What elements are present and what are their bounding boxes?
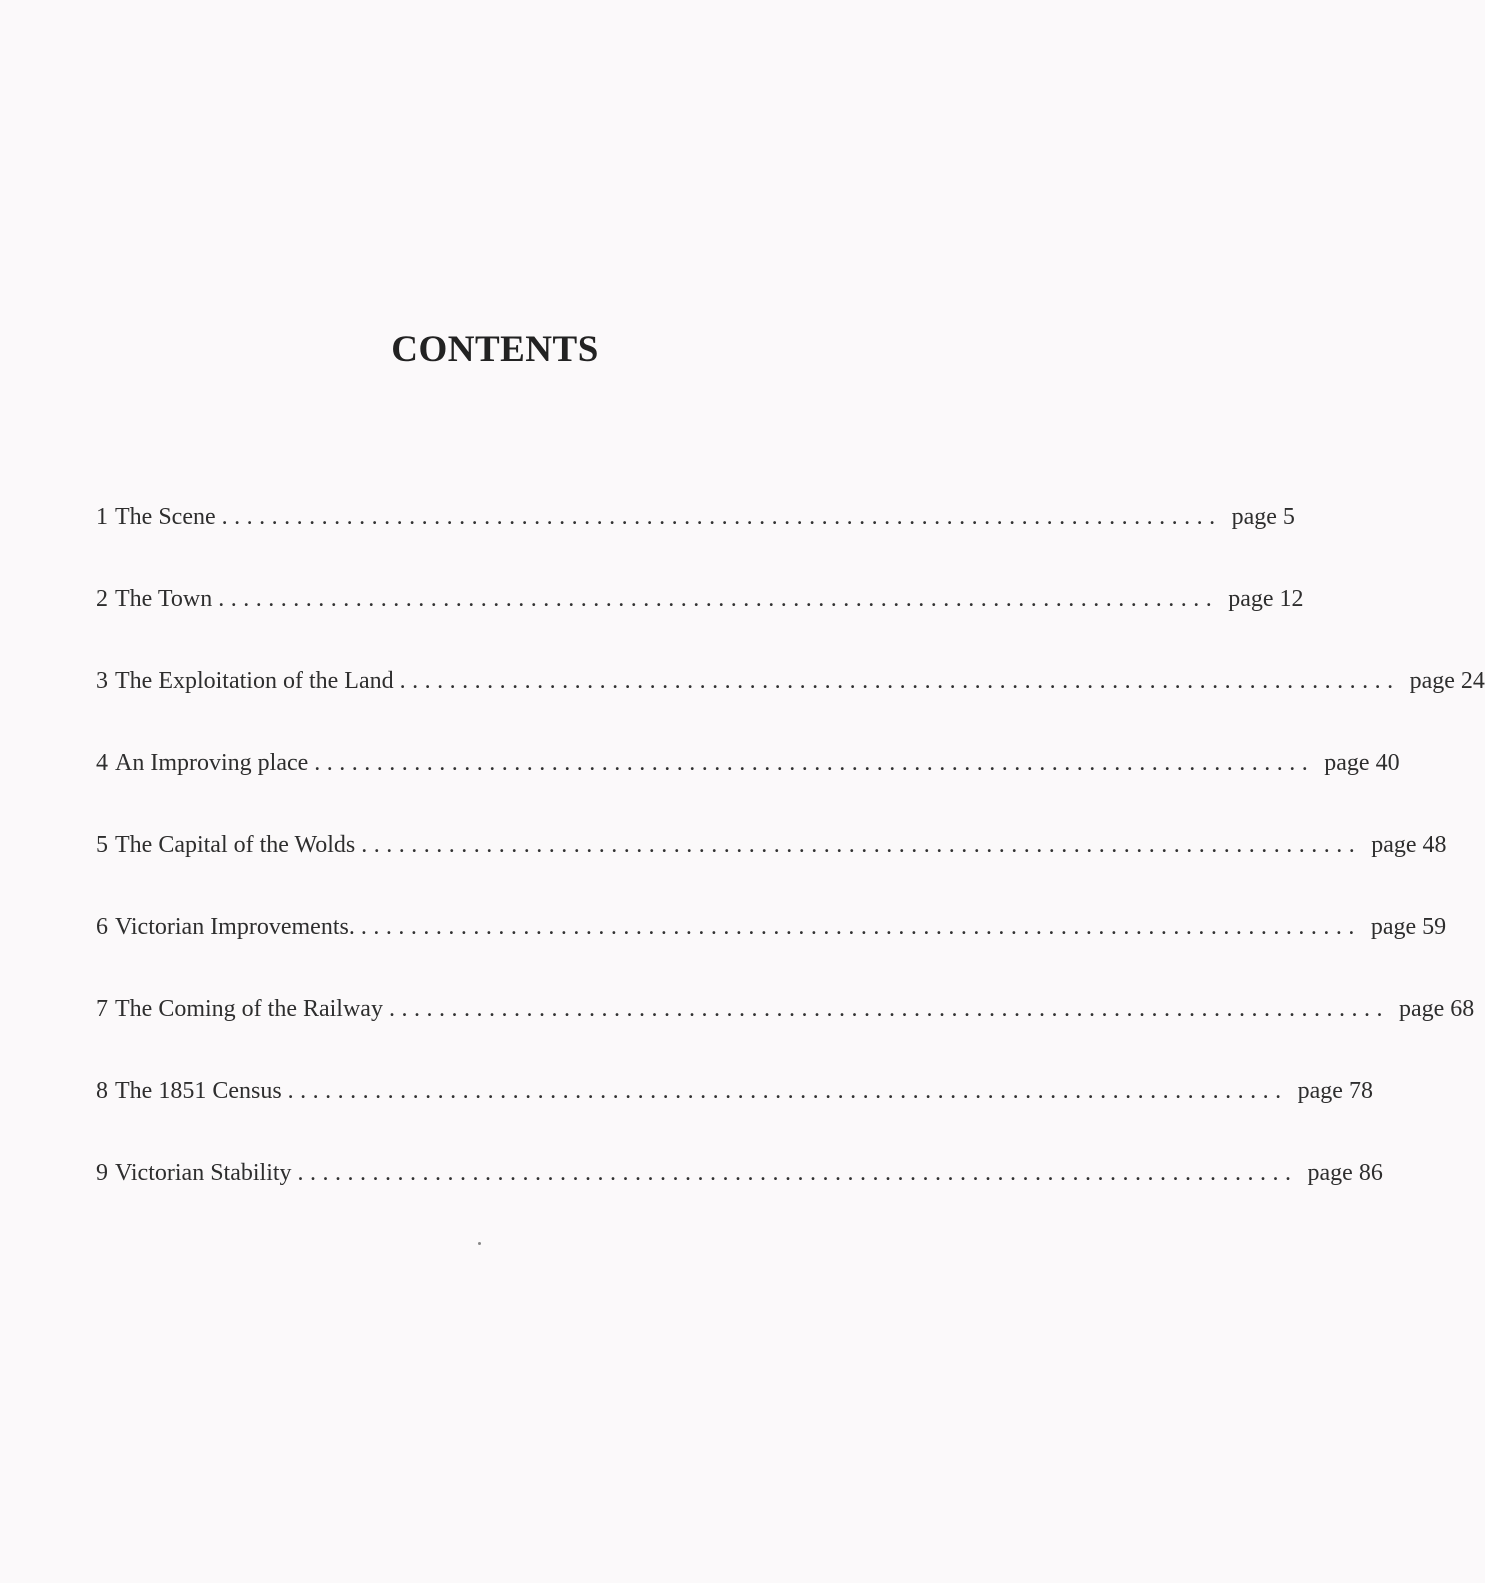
toc-entry [96, 989, 1475, 1071]
page-reference: page 68 [1398, 996, 1475, 1022]
chapter-number: 2 [96, 586, 108, 612]
dot-leader: ................................................................................ [287, 1078, 1288, 1104]
toc-entry [96, 579, 1304, 661]
chapter-title: Victorian Stability [115, 1160, 292, 1186]
page-reference: page 59 [1370, 914, 1447, 940]
toc-entry-title [96, 497, 222, 537]
page-reference: page 5 [1231, 504, 1295, 530]
toc-entry-title [96, 907, 361, 947]
page-reference: page 86 [1307, 1160, 1383, 1186]
paper-speck [478, 1242, 481, 1245]
chapter-number: 8 [96, 1078, 108, 1104]
toc-entry-title [96, 661, 400, 701]
chapter-title: The Scene [115, 504, 216, 530]
toc-entry [96, 743, 1400, 825]
chapter-number: 5 [96, 832, 108, 858]
toc-entry-title [96, 1153, 298, 1193]
dot-leader: ................................................................................ [388, 996, 1389, 1022]
dot-leader: ................................................................................ [361, 832, 1362, 858]
page-reference: page 12 [1228, 586, 1304, 612]
toc-entry [96, 1153, 1383, 1235]
dot-leader: ................................................................................ [399, 668, 1400, 694]
chapter-title: The Coming of the Railway [115, 996, 383, 1022]
dot-leader: ................................................................................ [314, 750, 1315, 776]
page-reference: page 24 [1409, 668, 1485, 694]
page-reference: page 40 [1324, 750, 1400, 776]
toc-entry [96, 497, 1295, 579]
page-title: CONTENTS [391, 329, 599, 370]
chapter-title: An Improving place [115, 750, 309, 776]
chapter-title: The Capital of the Wolds [115, 832, 356, 858]
toc-entry-title [96, 579, 218, 619]
dot-leader: ................................................................................ [221, 504, 1222, 530]
page-reference: page 48 [1371, 832, 1447, 858]
chapter-title: The 1851 Census [115, 1078, 282, 1104]
toc-entry [96, 907, 1447, 989]
toc-entry [96, 661, 1485, 743]
dot-leader: ................................................................................ [297, 1160, 1298, 1186]
chapter-number: 3 [96, 668, 108, 694]
dot-leader: ................................................................................ [360, 914, 1361, 940]
chapter-number: 1 [96, 504, 108, 530]
dot-leader: ................................................................................ [218, 586, 1219, 612]
chapter-title: The Town [115, 586, 213, 612]
chapter-number: 6 [96, 914, 108, 940]
page-reference: page 78 [1297, 1078, 1373, 1104]
chapter-number: 7 [96, 996, 108, 1022]
table-of-contents [96, 497, 1485, 1235]
toc-entry [96, 825, 1447, 907]
toc-entry [96, 1071, 1373, 1153]
chapter-number: 4 [96, 750, 108, 776]
chapter-number: 9 [96, 1160, 108, 1186]
chapter-title: Victorian Improvements. [115, 914, 355, 940]
toc-entry-title [96, 825, 361, 865]
toc-entry-title [96, 989, 389, 1029]
chapter-title: The Exploitation of the Land [115, 668, 394, 694]
toc-entry-title [96, 1071, 288, 1111]
toc-entry-title [96, 743, 314, 783]
